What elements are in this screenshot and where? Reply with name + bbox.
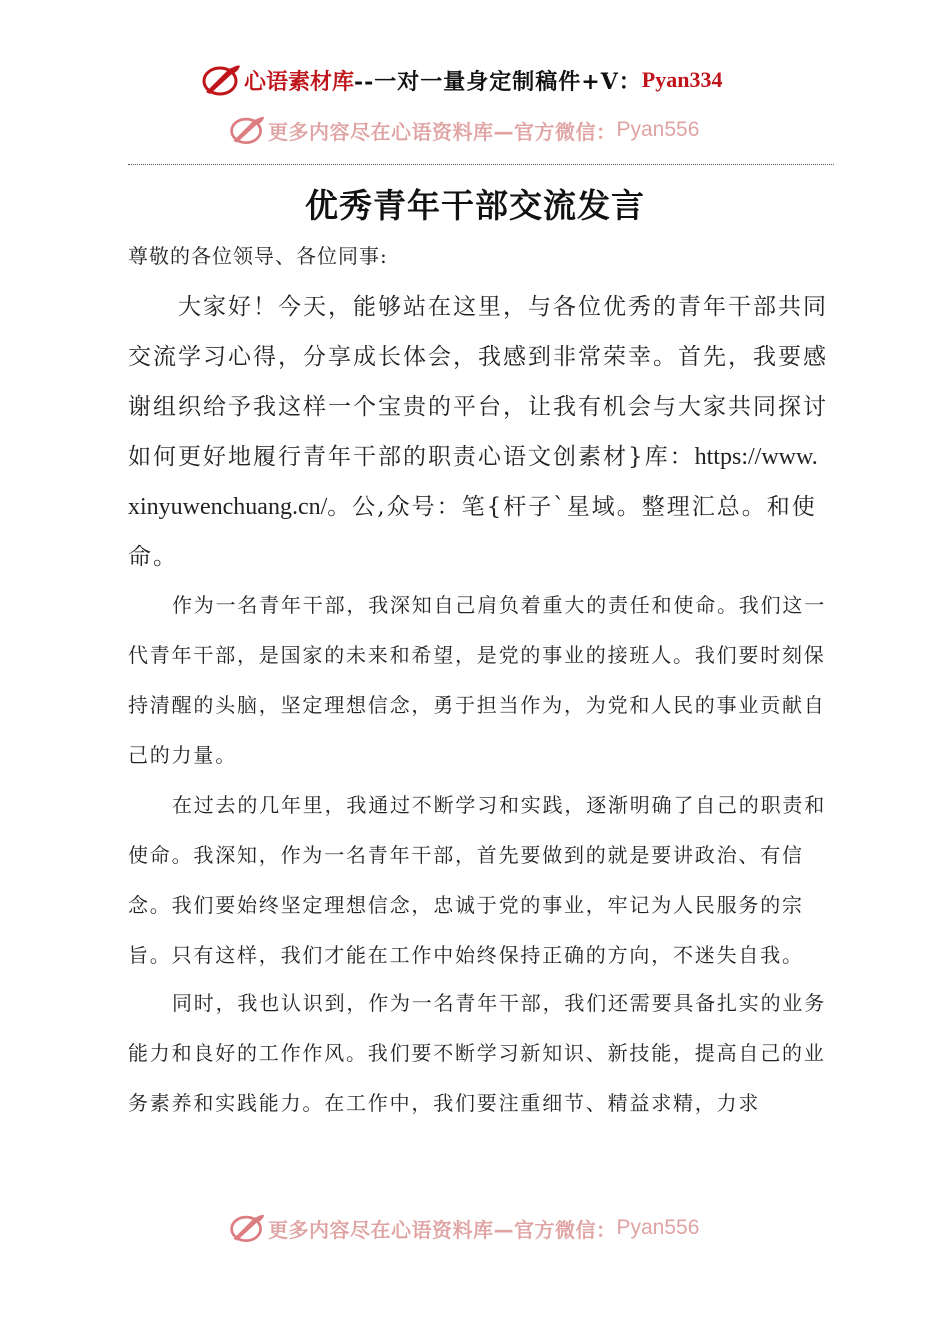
quill-watermark-icon xyxy=(228,113,266,147)
header-wechat-id: Pyan334 xyxy=(641,67,723,92)
paragraph-1-text: 大家好！今天，能够站在这里，与各位优秀的青年干部共同交流学习心得，分享成长体会，我感到非常荣幸。首先，我要感谢组织给予我这样一个宝贵的平台，让我有机会与大家共同探讨如何更好地履行青年干部的职责心语文创素材}库： xyxy=(128,294,828,470)
quill-logo-icon xyxy=(200,62,242,98)
watermark-text: 更多内容尽在心语资料库—官方微信： xyxy=(268,119,617,144)
watermark-id: Pyan556 xyxy=(616,118,700,141)
paragraph-4: 同时，我也认识到，作为一名青年干部，我们还需要具备扎实的业务能力和良好的工作作风。我们要不断学习新知识、新技能，提高自己的业务素养和实践能力。在工作中，我们要注重细节、精益求精，力求 xyxy=(128,991,826,1115)
header-watermark xyxy=(228,110,699,150)
footer-watermark-text: 更多内容尽在心语资料库—官方微信： xyxy=(268,1217,617,1242)
brand-name: 心语素材库 xyxy=(244,69,355,95)
paragraph-2: 作为一名青年干部，我深知自己肩负着重大的责任和使命。我们这一代青年干部，是国家的未来和希望，是党的事业的接班人。我们要时刻保持清醒的头脑，坚定理想信念，勇于担当作为，为党和人民的事业贡献自己的力量。 xyxy=(128,593,826,767)
header-divider xyxy=(128,164,834,165)
header-banner xyxy=(200,62,722,98)
paragraph-1 xyxy=(128,282,828,582)
footer-watermark xyxy=(228,1208,699,1248)
page-title: 优秀青年干部交流发言 xyxy=(305,186,645,225)
paragraph-1-tail: 。公,众号：笔{杆子`星域。整理汇总。和使命。 xyxy=(128,494,817,570)
website-url: https://www.xinyuwenchuang.cn/ xyxy=(128,444,818,520)
paragraph-3: 在过去的几年里，我通过不断学习和实践，逐渐明确了自己的职责和使命。我深知，作为一名青年干部，首先要做到的就是要讲政治、有信念。我们要始终坚定理想信念，忠诚于党的事业，牢记为人民服务的宗旨。只有这样，我们才能在工作中始终保持正确的方向，不迷失自我。 xyxy=(128,793,826,967)
footer-watermark-id: Pyan556 xyxy=(616,1216,700,1239)
header-slogan: --一对一量身定制稿件+V： xyxy=(354,68,642,95)
quill-footer-icon xyxy=(228,1211,266,1245)
salutation: 尊敬的各位领导、各位同事: xyxy=(128,244,388,268)
